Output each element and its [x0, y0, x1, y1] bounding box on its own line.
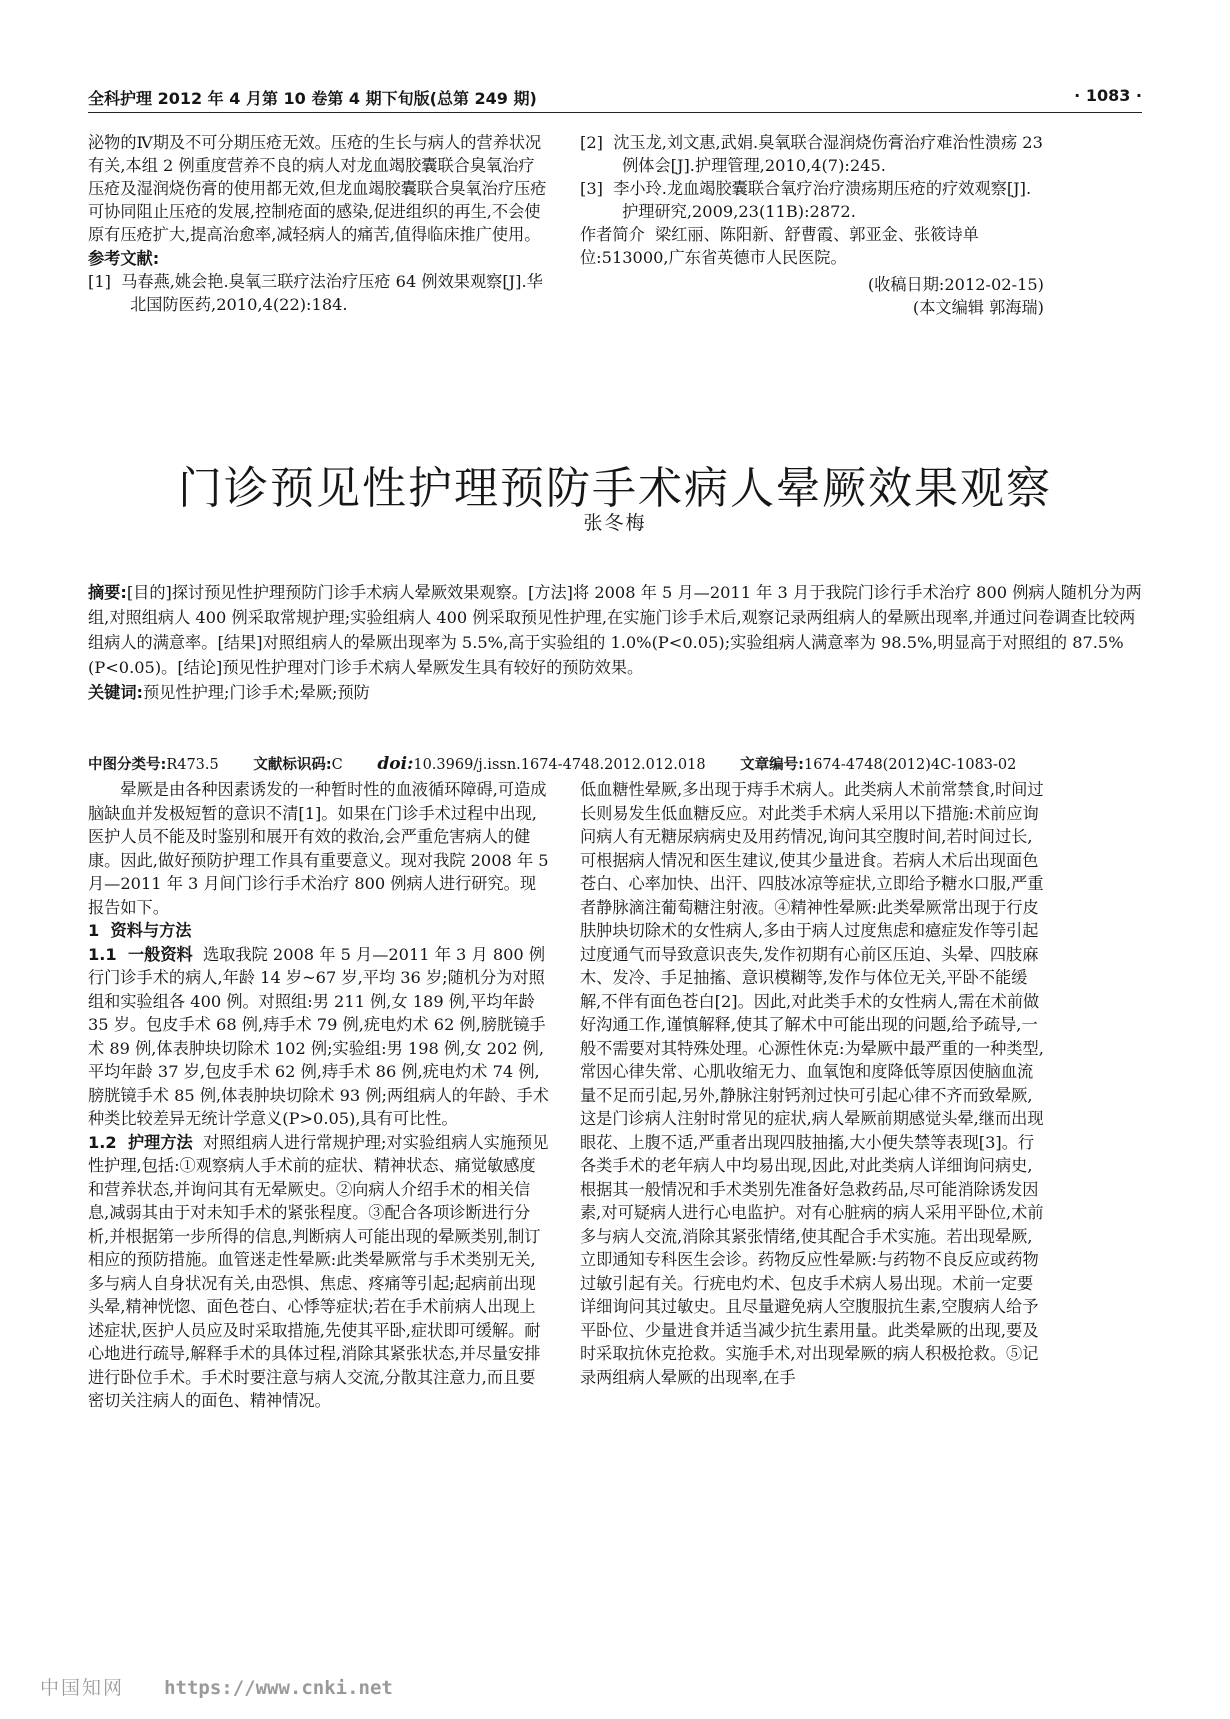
- abstract-paragraph: [88, 580, 1142, 680]
- keywords-text: 预见性护理;门诊手术;晕厥;预防: [143, 683, 370, 702]
- cnki-url[interactable]: https://www.cnki.net: [164, 1677, 393, 1699]
- references-heading: 参考文献:: [88, 249, 160, 268]
- page-number: · 1083 ·: [1074, 86, 1142, 105]
- cnki-logo: 中国知网: [40, 1677, 125, 1699]
- abstract-label: 摘要:: [88, 583, 127, 602]
- abstract-text: [目的]探讨预见性护理预防门诊手术病人晕厥效果观察。[方法]将 2008 年 5 月—2011 年 3 月于我院门诊行手术治疗 800 例病人随机分为两组,对照组病人 400 例采取常规护理;实验组病人 400 例采取预见性护理,在实施门诊手术后,观察记录两组病人的晕厥出现率,并通过问卷调查比较两组病人的满意率。[结果]对照组病人的晕厥出现率为 5.5%,高于实验组的 1.0%(P<0.05);实验组病人满意率为 98.5%,明显高于对照组的 87.5%(P<0.05)。[结论]预见性护理对门诊手术病人晕厥发生具有较好的预防效果。: [88, 583, 1142, 677]
- clc-value: R473.5: [166, 757, 219, 773]
- keywords-label: 关键词:: [88, 683, 144, 702]
- section-1-1: [88, 943, 550, 1131]
- section-1-2-text: 对照组病人进行常规护理;对实验组病人实施预见性护理,包括:①观察病人手术前的症状、精神状态、痛觉敏感度和营养状态,并询问其有无晕厥史。②向病人介绍手术的相关信息,减弱其由于对未知手术的紧张程度。③配合各项诊断进行分析,并根据第一步所得的信息,判断病人可能出现的晕厥类别,制订相应的预防措施。血管迷走性晕厥:此类晕厥常与手术类别无关,多与病人自身状况有关,由恐惧、焦虑、疼痛等引起;起病前出现头晕,精神恍惚、面色苍白、心悸等症状;若在手术前病人出现上述症状,医护人员应及时采取措施,先使其平卧,症状即可缓解。耐心地进行疏导,解释手术的具体过程,消除其紧张状态,并尽量安排进行卧位手术。手术时要注意与病人交流,分散其注意力,而且要密切关注病人的面色、精神情况。: [88, 1132, 549, 1410]
- page-footer: [40, 1673, 393, 1700]
- article-title: 门诊预见性护理预防手术病人晕厥效果观察: [178, 463, 1052, 514]
- section-1-1-text: 选取我院 2008 年 5 月—2011 年 3 月 800 例行门诊手术的病人,年龄 14 岁~67 岁,平均 36 岁;随机分为对照组和实验组各 400 例。对照组:男 211 例,女 189 例,平均年龄 35 岁。包皮手术 68 例,痔手术 79 例,疣电灼术 62 例,膀胱镜手术 89 例,体表肿块切除术 102 例;实验组:男 198 例,女 202 例,平均年龄 37 岁,包皮手术 62 例,痔手术 86 例,疣电灼术 74 例,膀胱镜手术 85 例,体表肿块切除术 93 例;两组病人的年龄、手术种类比较差异无统计学意义(P>0.05),具有可比性。: [88, 944, 549, 1128]
- received-date: (收稿日期:2012-02-15): [867, 275, 1044, 294]
- running-header: [88, 86, 1142, 112]
- prev-article-text: 泌物的Ⅳ期及不可分期压疮无效。压疮的生长与病人的营养状况有关,本组 2 例重度营养不良的病人对龙血竭胶囊联合臭氧治疗压疮及湿润烧伤膏的使用都无效,但龙血竭胶囊联合臭氧治疗压疮可协同阻止压疮的发展,控制疮面的感染,促进组织的再生,不会使原有压疮扩大,提高治愈率,减轻病人的痛苦,值得临床推广使用。: [88, 133, 547, 244]
- reference-2: [2] 沈玉龙,刘文惠,武娟.臭氧联合湿润烧伤膏治疗难治性溃疡 23 例体会[J].护理管理,2010,4(7):245.: [580, 133, 1043, 175]
- section-1-2-heading: 1.2 护理方法: [88, 1132, 193, 1152]
- journal-issue: 全科护理 2012 年 4 月第 10 卷第 4 期下旬版(总第 249 期): [88, 89, 537, 108]
- article-number-label: 文章编号:: [740, 757, 804, 773]
- clc-label: 中图分类号:: [88, 757, 167, 773]
- reference-1: [1] 马春燕,姚会艳.臭氧三联疗法治疗压疮 64 例效果观察[J].华北国防医药,2010,4(22):184.: [88, 272, 543, 314]
- body-left-column: [88, 778, 550, 1413]
- intro-paragraph: 晕厥是由各种因素诱发的一种暂时性的血液循环障碍,可造成脑缺血并发极短暂的意识不清[1]。如果在门诊手术过程中出现,医护人员不能及时鉴别和展开有效的救治,会严重危害病人的健康。因此,做好预防护理工作具有重要意义。现对我院 2008 年 5 月—2011 年 3 月间门诊行手术治疗 800 例病人进行研究。现报告如下。: [88, 780, 549, 917]
- body-right-column: [580, 778, 1044, 1389]
- author-info: 作者简介 梁红丽、陈阳新、舒曹霞、郭亚金、张筱诗单位:513000,广东省英德市人民医院。: [580, 225, 979, 267]
- editor-note: (本文编辑 郭海瑞): [912, 298, 1044, 317]
- doi-value: 10.3969/j.issn.1674-4748.2012.012.018: [413, 757, 706, 773]
- prev-article-right: [580, 131, 1044, 319]
- doi-label: doi:: [377, 754, 414, 774]
- classification-line: [88, 753, 1142, 774]
- reference-3: [3] 李小玲.龙血竭胶囊联合氧疗治疗溃疡期压疮的疗效观察[J].护理研究,2009,23(11B):2872.: [580, 179, 1032, 221]
- section-1-1-heading: 1.1 一般资料: [88, 944, 193, 964]
- article-author: 张冬梅: [583, 512, 647, 534]
- prev-article-left: [88, 131, 550, 316]
- section-1-2: [88, 1131, 550, 1413]
- body-right-text: 低血糖性晕厥,多出现于痔手术病人。此类病人术前常禁食,时间过长则易发生低血糖反应。对此类手术病人采用以下措施:术前应询问病人有无糖尿病病史及用药情况,询问其空腹时间,若时间过长,可根据病人情况和医生建议,使其少量进食。若病人术后出现面色苍白、心率加快、出汗、四肢冰凉等症状,立即给予糖水口服,严重者静脉滴注葡萄糖注射液。④精神性晕厥:此类晕厥常出现于行皮肤肿块切除术的女性病人,多由于病人过度焦虑和癔症发作等引起过度通气而导致意识丧失,发作初期有心前区压迫、头晕、四肢麻木、发冷、手足抽搐、意识模糊等,发作与体位无关,平卧不能缓解,不伴有面色苍白[2]。因此,对此类手术的女性病人,需在术前做好沟通工作,谨慎解释,使其了解术中可能出现的问题,给予疏导,一般不需要对其特殊处理。心源性休克:为晕厥中最严重的一种类型,常因心律失常、心肌收缩无力、血氧饱和度降低等原因使脑血流量不足而引起,另外,静脉注射钙剂过快可引起心律不齐而致晕厥,这是门诊病人注射时常见的症状,病人晕厥前期感觉头晕,继而出现眼花、上腹不适,严重者出现四肢抽搐,大小便失禁等表现[3]。行各类手术的老年病人中均易出现,因此,对此类病人详细询问病史,根据其一般情况和手术类别先准备好急救药品,尽可能消除诱发因素,对可疑病人进行心电监护。对有心脏病的病人采用平卧位,术前多与病人交流,消除其紧张情绪,使其配合手术实施。若出现晕厥,立即通知专科医生会诊。药物反应性晕厥:与药物不良反应或药物过敏引起有关。行疣电灼术、包皮手术病人易出现。术前一定要详细询问其过敏史。且尽量避免病人空腹服抗生素,空腹病人给予平卧位、少量进食并适当减少抗生素用量。此类晕厥的出现,要及时采取抗休克抢救。实施手术,对出现晕厥的病人积极抢救。⑤记录两组病人晕厥的出现率,在手: [580, 780, 1044, 1387]
- header-rule: [88, 112, 1142, 113]
- abstract-block: [88, 580, 1142, 705]
- keywords-paragraph: [88, 680, 1142, 705]
- article-number-value: 1674-4748(2012)4C-1083-02: [803, 757, 1017, 773]
- section-1-heading: 1 资料与方法: [88, 921, 192, 940]
- code-label: 文献标识码:: [253, 757, 332, 773]
- code-value: C: [331, 757, 343, 773]
